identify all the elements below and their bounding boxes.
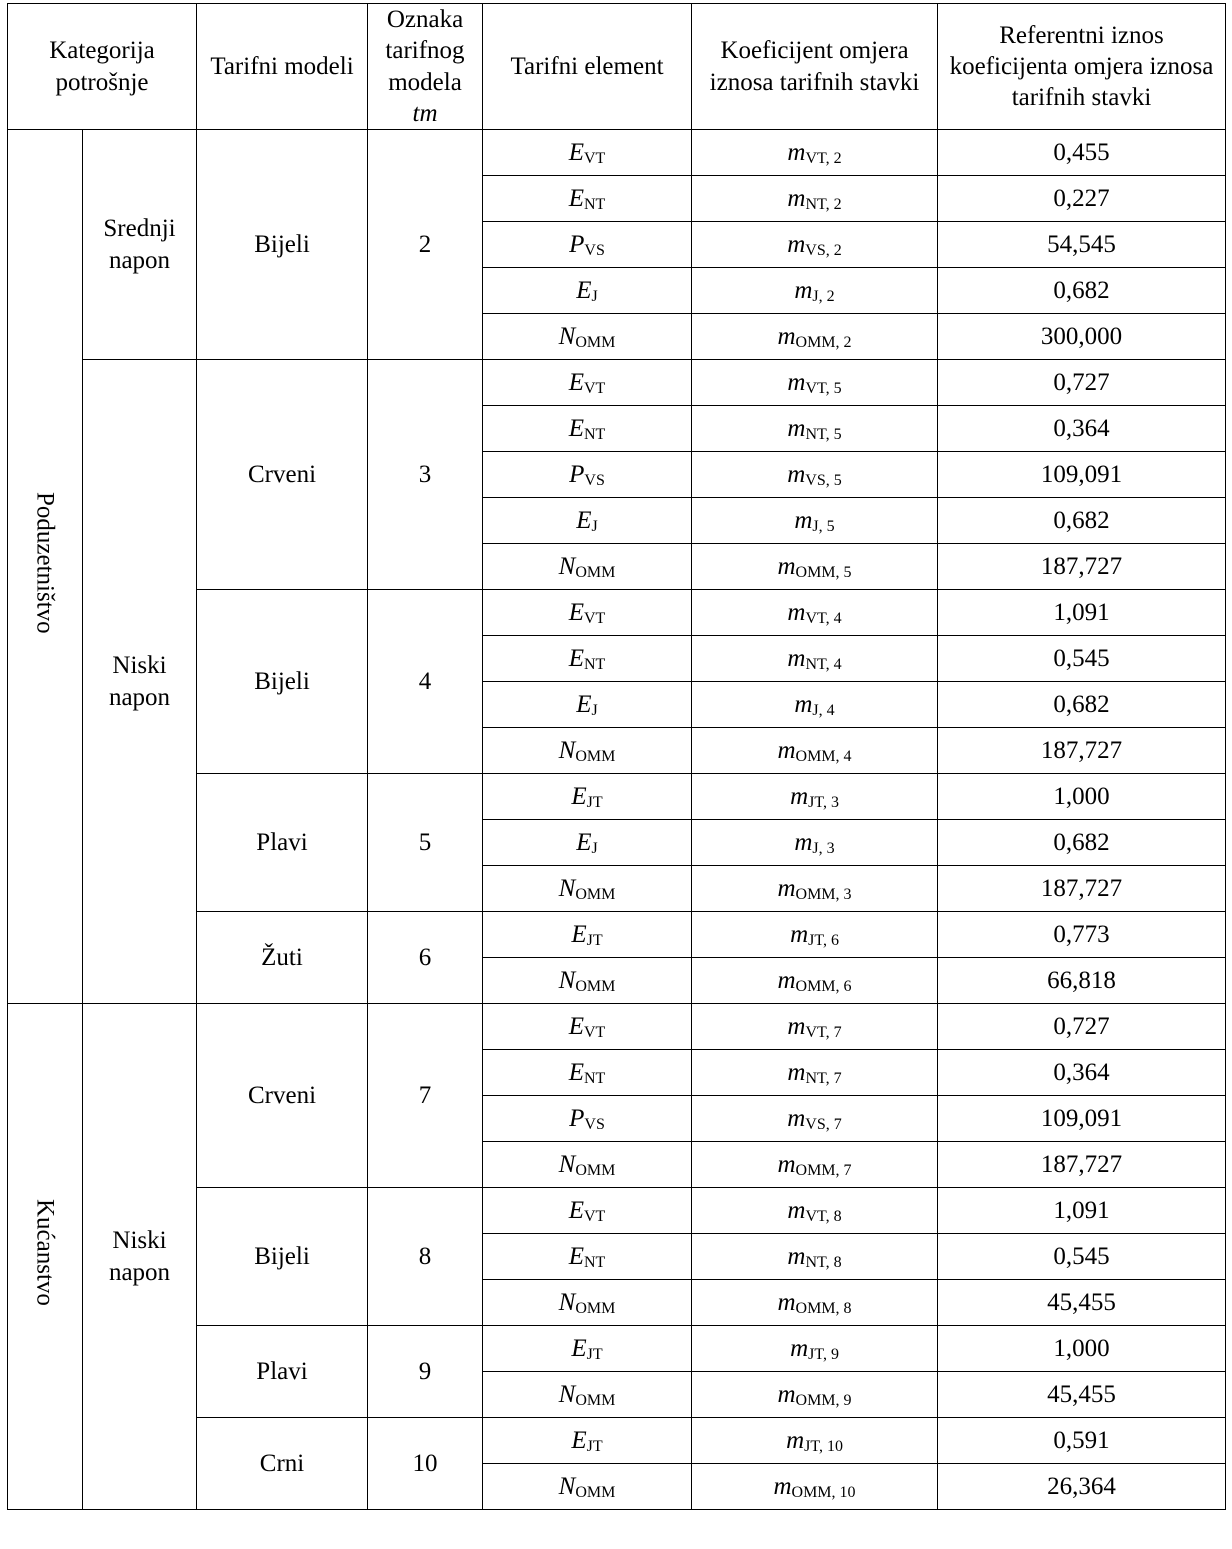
reference-value: 187,727 bbox=[938, 544, 1226, 590]
coefficient-cell bbox=[692, 360, 938, 406]
element-subscript: NT bbox=[583, 655, 606, 673]
coefficient-subscript: VS, 5 bbox=[805, 471, 842, 489]
element-cell bbox=[483, 1142, 692, 1188]
table-row bbox=[8, 130, 1226, 176]
element-subscript: VT bbox=[583, 149, 606, 167]
element-symbol: N bbox=[558, 1150, 576, 1178]
header-tarifni-modeli: Tarifni modeli bbox=[197, 4, 368, 130]
coefficient-subscript: J, 2 bbox=[812, 287, 835, 305]
element-cell bbox=[483, 544, 692, 590]
element-symbol: N bbox=[558, 736, 576, 764]
reference-value: 0,682 bbox=[938, 498, 1226, 544]
element-subscript: VS bbox=[584, 471, 605, 489]
model-cell: Crveni bbox=[197, 1004, 368, 1188]
element-subscript: JT bbox=[586, 1345, 603, 1363]
element-cell bbox=[483, 1372, 692, 1418]
header-row bbox=[8, 4, 1226, 130]
coefficient-subscript: OMM, 5 bbox=[795, 563, 852, 581]
coefficient-symbol: m bbox=[777, 1150, 796, 1178]
element-symbol: E bbox=[568, 1196, 584, 1224]
coefficient-symbol: m bbox=[787, 1058, 806, 1086]
coefficient-cell bbox=[692, 774, 938, 820]
coefficient-cell bbox=[692, 958, 938, 1004]
element-subscript: VT bbox=[583, 609, 606, 627]
element-subscript: VS bbox=[584, 1115, 605, 1133]
coefficient-symbol: m bbox=[794, 690, 813, 718]
element-subscript: J bbox=[591, 839, 598, 857]
tm-cell: 6 bbox=[368, 912, 483, 1004]
element-cell bbox=[483, 1326, 692, 1372]
coefficient-cell bbox=[692, 452, 938, 498]
element-symbol: E bbox=[568, 138, 584, 166]
coefficient-subscript: VS, 2 bbox=[805, 241, 842, 259]
category-label: Poduzetništvo bbox=[31, 491, 59, 634]
coefficient-symbol: m bbox=[777, 874, 796, 902]
element-cell bbox=[483, 1418, 692, 1464]
element-subscript: OMM bbox=[575, 333, 616, 351]
coefficient-cell bbox=[692, 1326, 938, 1372]
coefficient-symbol: m bbox=[787, 1196, 806, 1224]
element-symbol: E bbox=[571, 1334, 587, 1362]
coefficient-symbol: m bbox=[794, 276, 813, 304]
model-cell: Plavi bbox=[197, 774, 368, 912]
voltage-cell: Niski napon bbox=[83, 360, 197, 1004]
header-oznaka-label: Oznaka tarifnog modela bbox=[385, 6, 465, 96]
element-subscript: OMM bbox=[575, 1161, 616, 1179]
element-cell bbox=[483, 1234, 692, 1280]
tm-cell: 3 bbox=[368, 360, 483, 590]
element-cell bbox=[483, 1004, 692, 1050]
coefficient-cell bbox=[692, 314, 938, 360]
coefficient-symbol: m bbox=[777, 1288, 796, 1316]
coefficient-symbol: m bbox=[786, 1426, 805, 1454]
coefficient-subscript: NT, 5 bbox=[805, 425, 842, 443]
coefficient-symbol: m bbox=[777, 322, 796, 350]
model-cell: Crni bbox=[197, 1418, 368, 1510]
element-cell bbox=[483, 636, 692, 682]
element-symbol: E bbox=[576, 828, 592, 856]
reference-value: 26,364 bbox=[938, 1464, 1226, 1510]
coefficient-subscript: VT, 5 bbox=[805, 379, 842, 397]
element-subscript: OMM bbox=[575, 977, 616, 995]
coefficient-cell bbox=[692, 682, 938, 728]
element-symbol: E bbox=[571, 920, 587, 948]
element-subscript: OMM bbox=[575, 1299, 616, 1317]
coefficient-symbol: m bbox=[787, 138, 806, 166]
coefficient-subscript: OMM, 3 bbox=[795, 885, 852, 903]
tm-cell: 5 bbox=[368, 774, 483, 912]
header-oznaka bbox=[368, 4, 483, 130]
element-symbol: E bbox=[568, 1058, 584, 1086]
coefficient-symbol: m bbox=[787, 460, 806, 488]
element-symbol: E bbox=[568, 184, 584, 212]
element-symbol: N bbox=[558, 1380, 576, 1408]
coefficient-cell bbox=[692, 590, 938, 636]
reference-value: 0,727 bbox=[938, 1004, 1226, 1050]
coefficient-cell bbox=[692, 130, 938, 176]
coefficient-cell bbox=[692, 268, 938, 314]
element-subscript: NT bbox=[583, 195, 606, 213]
element-cell bbox=[483, 406, 692, 452]
reference-value: 45,455 bbox=[938, 1280, 1226, 1326]
element-subscript: VT bbox=[583, 379, 606, 397]
element-cell bbox=[483, 590, 692, 636]
coefficient-subscript: OMM, 2 bbox=[795, 333, 852, 351]
element-cell bbox=[483, 452, 692, 498]
voltage-cell: Srednji napon bbox=[83, 130, 197, 360]
coefficient-symbol: m bbox=[787, 598, 806, 626]
element-symbol: N bbox=[558, 322, 576, 350]
element-subscript: OMM bbox=[575, 1483, 616, 1501]
header-referentni: Referentni iznos koeficijenta omjera iznosa tarifnih stavki bbox=[938, 4, 1226, 130]
element-symbol: N bbox=[558, 874, 576, 902]
reference-value: 1,091 bbox=[938, 1188, 1226, 1234]
coefficient-cell bbox=[692, 1372, 938, 1418]
coefficient-symbol: m bbox=[777, 966, 796, 994]
coefficient-symbol: m bbox=[794, 506, 813, 534]
element-subscript: OMM bbox=[575, 1391, 616, 1409]
element-cell bbox=[483, 1280, 692, 1326]
coefficient-subscript: OMM, 6 bbox=[795, 977, 852, 995]
category-cell bbox=[8, 130, 83, 1004]
reference-value: 0,545 bbox=[938, 1234, 1226, 1280]
coefficient-cell bbox=[692, 498, 938, 544]
element-cell bbox=[483, 958, 692, 1004]
model-cell: Bijeli bbox=[197, 590, 368, 774]
reference-value: 54,545 bbox=[938, 222, 1226, 268]
coefficient-subscript: OMM, 9 bbox=[795, 1391, 852, 1409]
element-subscript: JT bbox=[586, 931, 603, 949]
coefficient-subscript: NT, 8 bbox=[805, 1253, 842, 1271]
element-cell bbox=[483, 774, 692, 820]
coefficient-symbol: m bbox=[790, 782, 809, 810]
model-cell: Plavi bbox=[197, 1326, 368, 1418]
reference-value: 187,727 bbox=[938, 866, 1226, 912]
category-label: Kućanstvo bbox=[31, 1198, 59, 1306]
tm-cell: 9 bbox=[368, 1326, 483, 1418]
element-subscript: NT bbox=[583, 1069, 606, 1087]
element-symbol: E bbox=[568, 644, 584, 672]
element-cell bbox=[483, 314, 692, 360]
reference-value: 0,773 bbox=[938, 912, 1226, 958]
element-subscript: J bbox=[591, 701, 598, 719]
header-koeficijent: Koeficijent omjera iznosa tarifnih stavki bbox=[692, 4, 938, 130]
coefficient-symbol: m bbox=[787, 1012, 806, 1040]
coefficient-cell bbox=[692, 176, 938, 222]
reference-value: 0,364 bbox=[938, 1050, 1226, 1096]
model-cell: Bijeli bbox=[197, 1188, 368, 1326]
coefficient-subscript: OMM, 7 bbox=[795, 1161, 852, 1179]
element-cell bbox=[483, 1096, 692, 1142]
coefficient-cell bbox=[692, 1050, 938, 1096]
element-subscript: JT bbox=[586, 1437, 603, 1455]
reference-value: 0,682 bbox=[938, 820, 1226, 866]
element-subscript: VT bbox=[583, 1207, 606, 1225]
reference-value: 187,727 bbox=[938, 728, 1226, 774]
reference-value: 0,545 bbox=[938, 636, 1226, 682]
element-subscript: J bbox=[591, 517, 598, 535]
element-cell bbox=[483, 360, 692, 406]
coefficient-subscript: VT, 4 bbox=[805, 609, 842, 627]
element-symbol: E bbox=[568, 1012, 584, 1040]
reference-value: 109,091 bbox=[938, 1096, 1226, 1142]
element-symbol: E bbox=[568, 414, 584, 442]
coefficient-cell bbox=[692, 1464, 938, 1510]
element-symbol: E bbox=[571, 1426, 587, 1454]
coefficient-subscript: VS, 7 bbox=[805, 1115, 842, 1133]
coefficient-cell bbox=[692, 728, 938, 774]
coefficient-cell bbox=[692, 636, 938, 682]
reference-value: 0,682 bbox=[938, 682, 1226, 728]
coefficient-symbol: m bbox=[773, 1472, 792, 1500]
coefficient-subscript: OMM, 4 bbox=[795, 747, 852, 765]
element-subscript: OMM bbox=[575, 563, 616, 581]
element-symbol: P bbox=[569, 460, 585, 488]
coefficient-cell bbox=[692, 912, 938, 958]
model-cell: Žuti bbox=[197, 912, 368, 1004]
element-symbol: E bbox=[568, 598, 584, 626]
coefficient-symbol: m bbox=[777, 552, 796, 580]
element-symbol: N bbox=[558, 1472, 576, 1500]
coefficient-symbol: m bbox=[787, 184, 806, 212]
table-row bbox=[8, 360, 1226, 406]
coefficient-cell bbox=[692, 1096, 938, 1142]
coefficient-symbol: m bbox=[787, 414, 806, 442]
coefficient-symbol: m bbox=[787, 1242, 806, 1270]
coefficient-cell bbox=[692, 1142, 938, 1188]
coefficient-subscript: JT, 3 bbox=[808, 793, 839, 811]
coefficient-subscript: OMM, 8 bbox=[795, 1299, 852, 1317]
coefficient-symbol: m bbox=[790, 920, 809, 948]
tm-cell: 7 bbox=[368, 1004, 483, 1188]
element-cell bbox=[483, 268, 692, 314]
element-cell bbox=[483, 682, 692, 728]
element-cell bbox=[483, 866, 692, 912]
reference-value: 0,591 bbox=[938, 1418, 1226, 1464]
element-symbol: E bbox=[576, 690, 592, 718]
element-cell bbox=[483, 912, 692, 958]
reference-value: 0,455 bbox=[938, 130, 1226, 176]
voltage-cell: Niski napon bbox=[83, 1004, 197, 1510]
element-subscript: VS bbox=[584, 241, 605, 259]
table-row bbox=[8, 1004, 1226, 1050]
coefficient-subscript: J, 3 bbox=[812, 839, 835, 857]
model-cell: Bijeli bbox=[197, 130, 368, 360]
reference-value: 66,818 bbox=[938, 958, 1226, 1004]
coefficient-subscript: JT, 9 bbox=[808, 1345, 839, 1363]
coefficient-cell bbox=[692, 820, 938, 866]
element-symbol: N bbox=[558, 1288, 576, 1316]
header-kategorija: Kategorija potrošnje bbox=[8, 4, 197, 130]
coefficient-symbol: m bbox=[777, 736, 796, 764]
coefficient-symbol: m bbox=[787, 230, 806, 258]
element-symbol: E bbox=[576, 506, 592, 534]
coefficient-subscript: NT, 7 bbox=[805, 1069, 842, 1087]
element-symbol: E bbox=[576, 276, 592, 304]
element-cell bbox=[483, 728, 692, 774]
coefficient-cell bbox=[692, 1418, 938, 1464]
coefficient-subscript: NT, 4 bbox=[805, 655, 842, 673]
category-cell bbox=[8, 1004, 83, 1510]
element-symbol: P bbox=[569, 230, 585, 258]
element-cell bbox=[483, 1464, 692, 1510]
tm-cell: 4 bbox=[368, 590, 483, 774]
coefficient-symbol: m bbox=[787, 1104, 806, 1132]
coefficient-symbol: m bbox=[787, 368, 806, 396]
reference-value: 0,364 bbox=[938, 406, 1226, 452]
tm-cell: 2 bbox=[368, 130, 483, 360]
element-symbol: E bbox=[571, 782, 587, 810]
coefficient-subscript: JT, 6 bbox=[808, 931, 839, 949]
reference-value: 0,682 bbox=[938, 268, 1226, 314]
reference-value: 1,000 bbox=[938, 1326, 1226, 1372]
element-cell bbox=[483, 130, 692, 176]
coefficient-cell bbox=[692, 222, 938, 268]
reference-value: 1,091 bbox=[938, 590, 1226, 636]
element-symbol: E bbox=[568, 1242, 584, 1270]
reference-value: 0,727 bbox=[938, 360, 1226, 406]
element-subscript: OMM bbox=[575, 747, 616, 765]
coefficient-cell bbox=[692, 1234, 938, 1280]
coefficient-subscript: VT, 7 bbox=[805, 1023, 842, 1041]
reference-value: 187,727 bbox=[938, 1142, 1226, 1188]
coefficient-symbol: m bbox=[787, 644, 806, 672]
reference-value: 0,227 bbox=[938, 176, 1226, 222]
coefficient-subscript: J, 5 bbox=[812, 517, 835, 535]
coefficient-cell bbox=[692, 1188, 938, 1234]
coefficient-subscript: VT, 8 bbox=[805, 1207, 842, 1225]
model-cell: Crveni bbox=[197, 360, 368, 590]
element-subscript: J bbox=[591, 287, 598, 305]
reference-value: 300,000 bbox=[938, 314, 1226, 360]
coefficient-subscript: NT, 2 bbox=[805, 195, 842, 213]
element-cell bbox=[483, 1050, 692, 1096]
coefficient-symbol: m bbox=[794, 828, 813, 856]
tm-cell: 10 bbox=[368, 1418, 483, 1510]
coefficient-subscript: VT, 2 bbox=[805, 149, 842, 167]
coefficient-cell bbox=[692, 866, 938, 912]
coefficient-cell bbox=[692, 1280, 938, 1326]
element-subscript: JT bbox=[586, 793, 603, 811]
element-symbol: N bbox=[558, 552, 576, 580]
element-subscript: VT bbox=[583, 1023, 606, 1041]
element-symbol: E bbox=[568, 368, 584, 396]
coefficient-symbol: m bbox=[777, 1380, 796, 1408]
reference-value: 1,000 bbox=[938, 774, 1226, 820]
tm-cell: 8 bbox=[368, 1188, 483, 1326]
coefficient-symbol: m bbox=[790, 1334, 809, 1362]
coefficient-subscript: OMM, 10 bbox=[791, 1483, 856, 1501]
coefficient-subscript: J, 4 bbox=[812, 701, 835, 719]
coefficient-cell bbox=[692, 406, 938, 452]
coefficient-subscript: JT, 10 bbox=[804, 1437, 843, 1455]
element-cell bbox=[483, 222, 692, 268]
element-subscript: NT bbox=[583, 1253, 606, 1271]
element-symbol: P bbox=[569, 1104, 585, 1132]
coefficient-cell bbox=[692, 544, 938, 590]
tariff-table bbox=[7, 3, 1226, 1510]
header-tarifni-element: Tarifni element bbox=[483, 4, 692, 130]
element-cell bbox=[483, 820, 692, 866]
element-cell bbox=[483, 498, 692, 544]
element-cell bbox=[483, 176, 692, 222]
header-oznaka-tm: tm bbox=[412, 99, 438, 127]
reference-value: 45,455 bbox=[938, 1372, 1226, 1418]
element-subscript: OMM bbox=[575, 885, 616, 903]
reference-value: 109,091 bbox=[938, 452, 1226, 498]
element-subscript: NT bbox=[583, 425, 606, 443]
element-symbol: N bbox=[558, 966, 576, 994]
coefficient-cell bbox=[692, 1004, 938, 1050]
element-cell bbox=[483, 1188, 692, 1234]
